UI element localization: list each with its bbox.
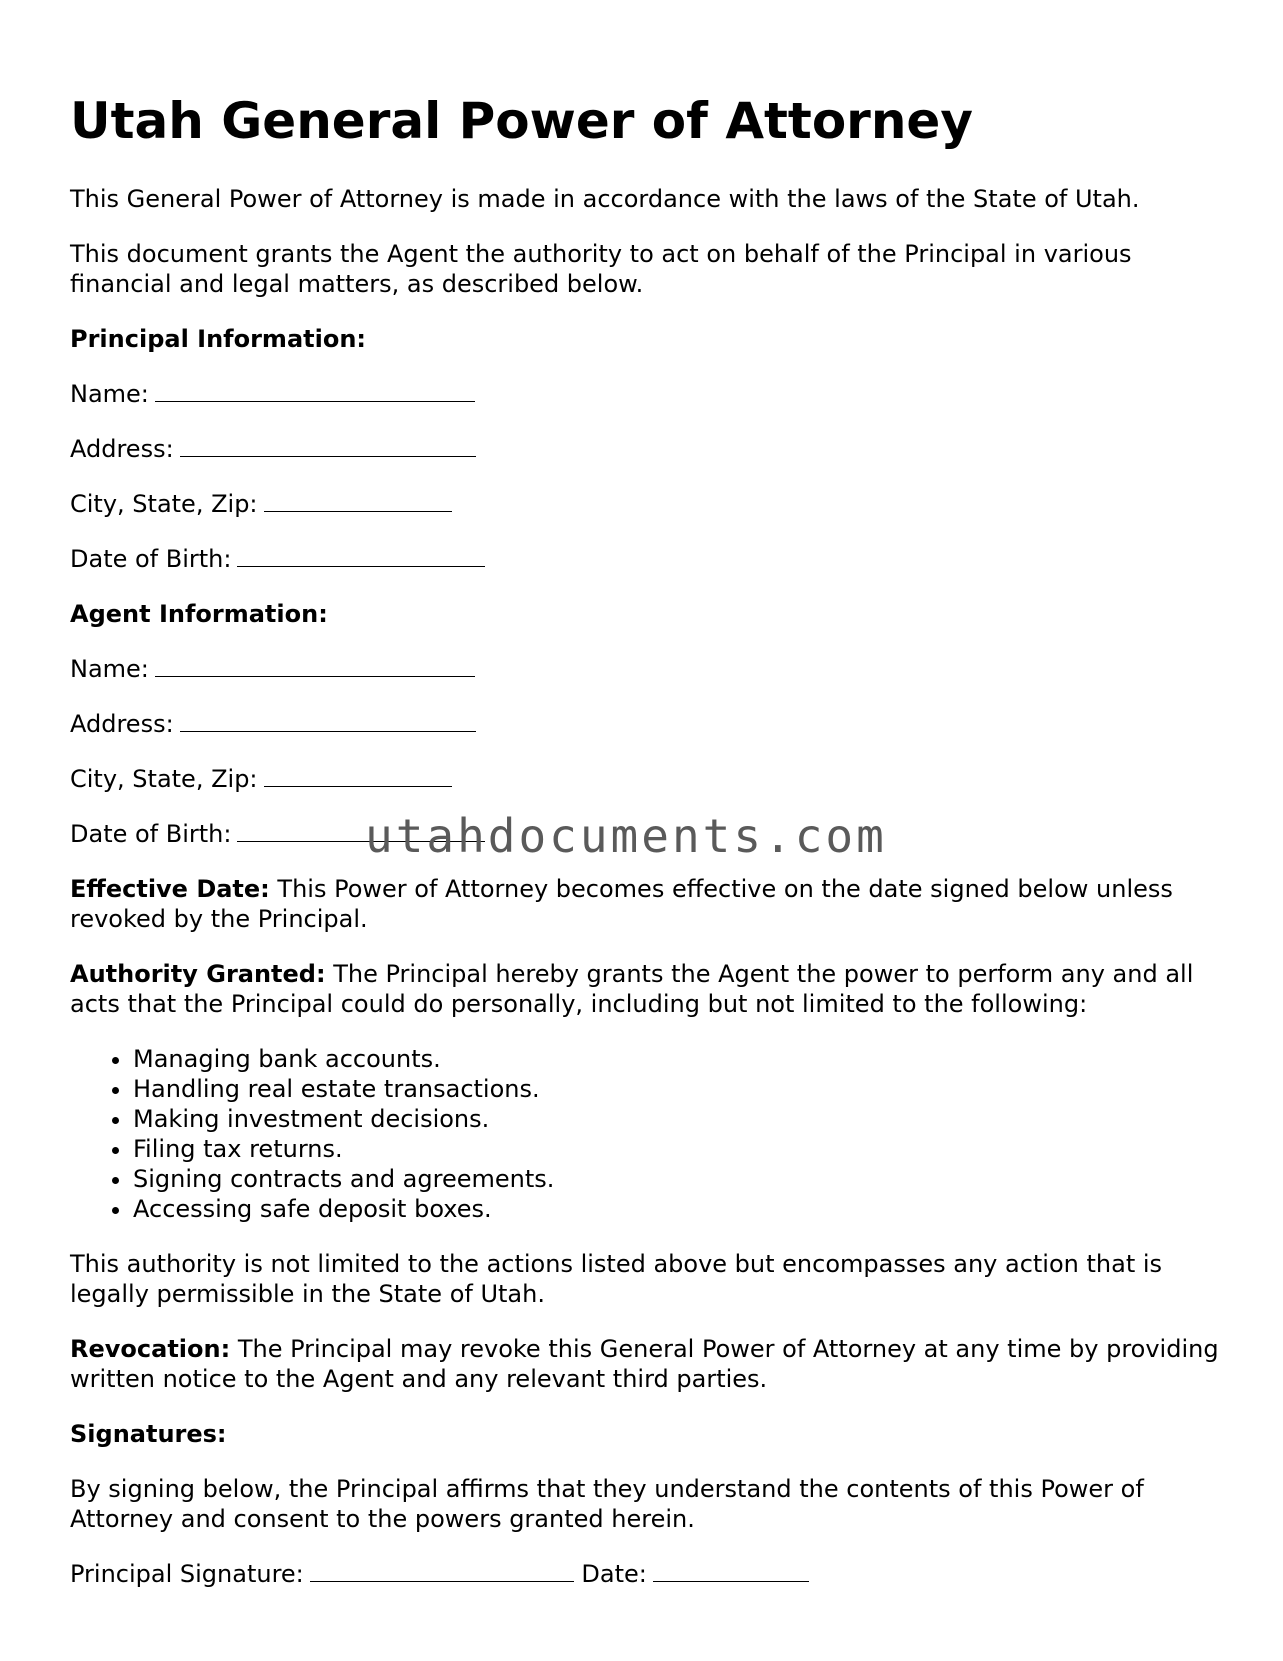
intro-paragraph-2: This document grants the Agent the authority to act on behalf of the Principal in various financial and legal matters, as described below.	[70, 240, 1132, 298]
principal-dob-row	[70, 544, 1220, 574]
effective-date-paragraph	[70, 874, 1220, 934]
list-item: • Signing contracts and agreements.	[133, 1164, 1220, 1194]
principal-city-row	[70, 489, 1220, 519]
principal-city-label: City, State, Zip:	[70, 490, 258, 518]
principal-address-label: Address:	[70, 435, 174, 463]
agent-name-field[interactable]	[155, 654, 475, 677]
list-item: • Handling real estate transactions.	[133, 1074, 1220, 1104]
principal-signature-row	[70, 1559, 1220, 1589]
page-title: Utah General Power of Attorney	[70, 92, 973, 150]
watermark-text: utahdocuments.com	[365, 809, 887, 863]
authority-paragraph	[70, 959, 1220, 1019]
principal-city-field[interactable]	[264, 489, 452, 512]
agent-name-label: Name:	[70, 655, 149, 683]
principal-name-field[interactable]	[155, 379, 475, 402]
principal-signature-field[interactable]	[310, 1559, 574, 1582]
agent-address-label: Address:	[70, 710, 174, 738]
principal-heading: Principal Information:	[70, 325, 367, 353]
revocation-label: Revocation:	[70, 1335, 231, 1363]
agent-city-label: City, State, Zip:	[70, 765, 258, 793]
list-item: • Accessing safe deposit boxes.	[133, 1194, 1220, 1224]
intro-paragraph-1: This General Power of Attorney is made in accordance with the laws of the State of Utah.	[70, 185, 1140, 213]
principal-name-row	[70, 379, 1220, 409]
authority-text: The Principal hereby grants the Agent the power to perform any and all acts that the Principal could do personally, including but not limited to the following:	[70, 960, 1194, 1018]
agent-heading: Agent Information:	[70, 600, 328, 628]
agent-city-row	[70, 764, 1220, 794]
effective-date-label: Effective Date:	[70, 875, 270, 903]
authority-list	[70, 1044, 1220, 1224]
list-item: • Managing bank accounts.	[133, 1044, 1220, 1074]
principal-name-label: Name:	[70, 380, 149, 408]
effective-date-text: This Power of Attorney becomes effective on the date signed below unless revoked by the Principal.	[70, 875, 1173, 933]
agent-address-row	[70, 709, 1220, 739]
signatures-paragraph: By signing below, the Principal affirms that they understand the contents of this Power of Attorney and consent to the powers granted herein.	[70, 1475, 1144, 1533]
revocation-text: The Principal may revoke this General Power of Attorney at any time by providing written notice to the Agent and any relevant third parties.	[70, 1335, 1219, 1393]
principal-dob-field[interactable]	[237, 544, 485, 567]
authority-label: Authority Granted:	[70, 960, 326, 988]
principal-address-field[interactable]	[180, 434, 476, 457]
revocation-paragraph	[70, 1334, 1220, 1394]
signatures-heading: Signatures:	[70, 1420, 227, 1448]
principal-dob-label: Date of Birth:	[70, 545, 232, 573]
agent-dob-label: Date of Birth:	[70, 820, 232, 848]
signature-date-field[interactable]	[653, 1559, 809, 1582]
principal-signature-label: Principal Signature:	[70, 1560, 304, 1588]
list-item: • Making investment decisions.	[133, 1104, 1220, 1134]
principal-address-row	[70, 434, 1220, 464]
agent-city-field[interactable]	[264, 764, 452, 787]
list-item: • Filing tax returns.	[133, 1134, 1220, 1164]
agent-name-row	[70, 654, 1220, 684]
agent-address-field[interactable]	[180, 709, 476, 732]
signature-date-label: Date:	[581, 1560, 647, 1588]
authority-after-paragraph: This authority is not limited to the actions listed above but encompasses any action that is legally permissible in the State of Utah.	[70, 1250, 1163, 1308]
